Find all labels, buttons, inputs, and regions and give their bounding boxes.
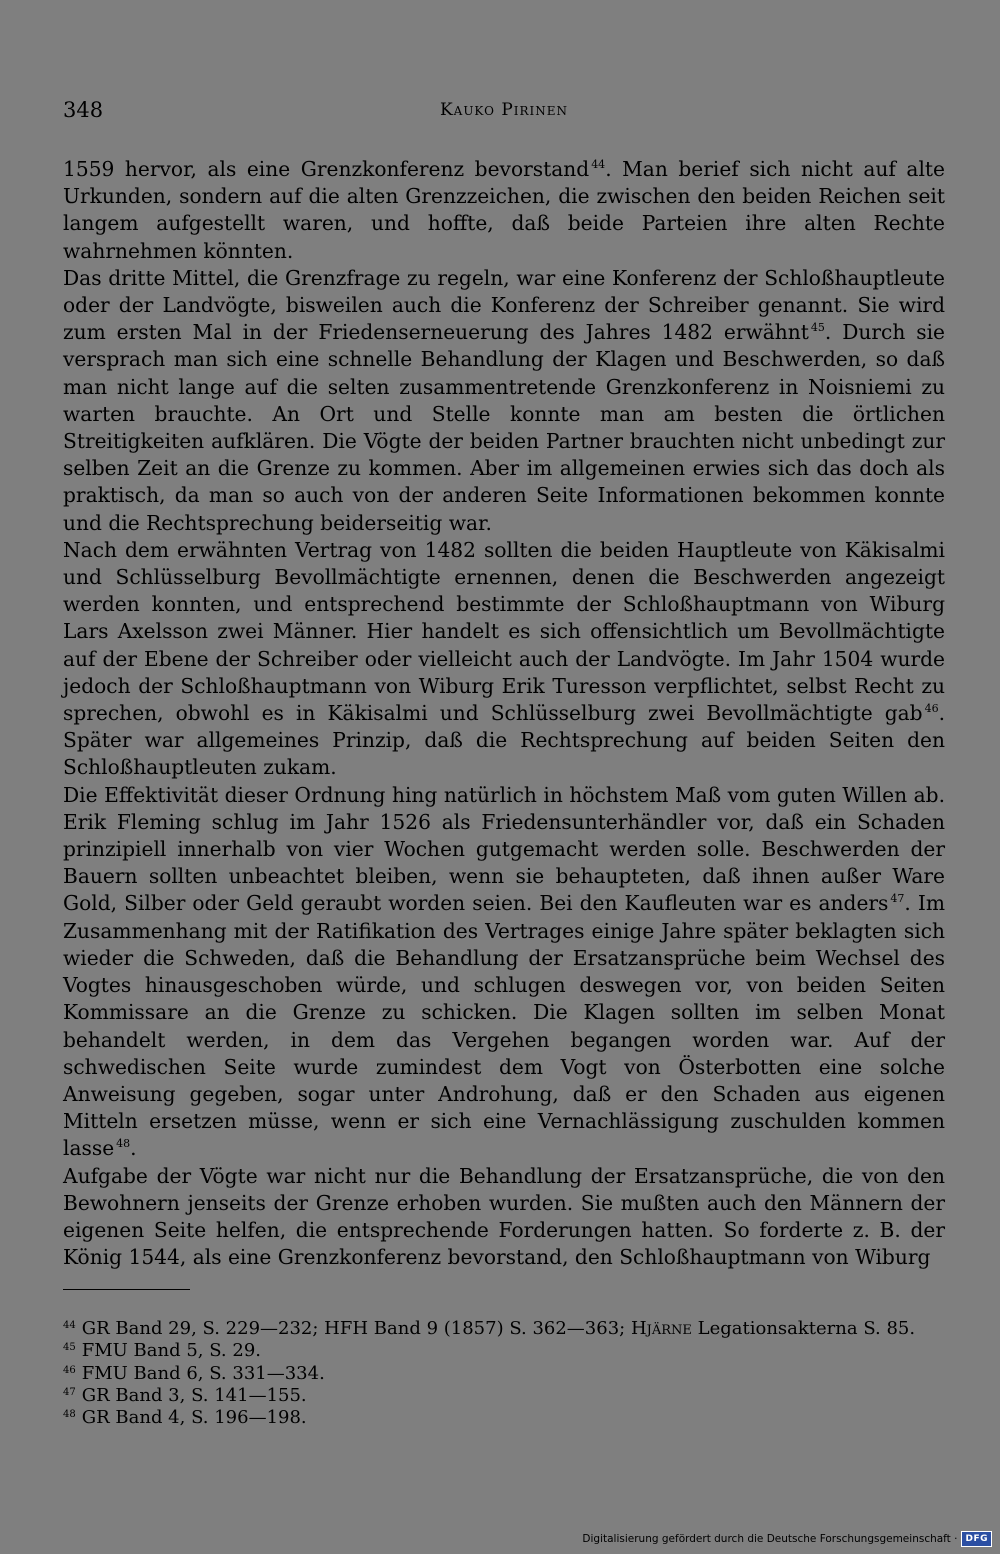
footnote-mark: 47 (63, 1386, 76, 1398)
footnote: $^{47}$ GR Band 3, S. 141—155. (63, 1384, 307, 1406)
footnote-reference[interactable]: 45 (810, 321, 825, 335)
footnote-reference[interactable]: 48 (116, 1137, 131, 1151)
footnote: $^{48}$ GR Band 4, S. 196—198. (63, 1407, 307, 1429)
footnote-reference[interactable]: 47 (890, 892, 905, 906)
page-number: 348 (63, 98, 104, 122)
dfg-logo: DFG (961, 1531, 992, 1547)
footnote: $^{45}$ FMU Band 5, S. 29. (63, 1340, 261, 1362)
author-name: Hjärne (630, 1318, 692, 1339)
footnote: $^{46}$ FMU Band 6, S. 331—334. (63, 1362, 325, 1384)
footnotes (63, 1318, 945, 1429)
page-header (63, 98, 945, 128)
paragraph: Die Effektivität dieser Ordnung hing natürlich in höchstem Maß vom guten Willen ab. Erik Fleming schlug im Jahr 1526 als Friedensunterhändler vor, daß ein Schaden prinzipiell innerhalb von vier Wochen gutgemacht werden solle. Beschwerden der Bauern sollten unbeachtet bleiben, wenn sie behaupteten, daß ihnen außer Ware Gold, Silber oder Geld geraubt worden seien. Bei den Kaufleuten war es anders $^{47}$. Im Zusammenhang mit der Ratifikation des Vertrages einige Jahre später beklagten sich wieder die Schweden, daß die Behandlung der Ersatzansprüche beim Wechsel des Vogtes hinausgeschoben würde, und schlugen deswegen vor, von beiden Seiten Kommissare an die Grenze zu schicken. Die Klagen sollten im selben Monat behandelt werden, in dem das Vergehen begangen worden war. Auf der schwedischen Seite wurde zumindest dem Vogt von Österbotten eine solche Anweisung gegeben, sogar unter Androhung, daß er den Schaden aus eigenen Mitteln ersetzen müsse, wenn er sich eine Vernachlässigung zuschulden kommen lasse $^{48}$. (63, 782, 945, 1161)
footnote: $^{44}$ GR Band 29, S. 229—232; HFH Band 9 (1857) S. 362—363; Hjärne Legationsakterna S. 85. (63, 1318, 916, 1339)
paragraph: Nach dem erwähnten Vertrag von 1482 sollten die beiden Hauptleute von Käkisalmi und Schlüsselburg Bevollmächtigte ernennen, denen die Beschwerden angezeigt werden konnten, und entsprechend bestimmte der Schloßhauptmann von Wiburg Lars Axelsson zwei Männer. Hier handelt es sich offensichtlich um Bevollmächtigte auf der Ebene der Schreiber oder vielleicht auch der Landvögte. Im Jahr 1504 wurde jedoch der Schloßhauptmann von Wiburg Erik Turesson verpflichtet, selbst Recht zu sprechen, obwohl es in Käkisalmi und Schlüsselburg zwei Bevollmächtigte gab $^{46}$. Später war allgemeines Prinzip, daß die Rechtsprechung auf beiden Seiten den Schloßhauptleuten zukam. (63, 537, 945, 780)
footnote-mark: 46 (63, 1364, 76, 1376)
footnote-divider (63, 1289, 190, 1290)
footnote-mark: 48 (63, 1409, 76, 1421)
footnote-mark: 45 (63, 1342, 76, 1354)
footnote-reference[interactable]: 44 (591, 158, 606, 171)
paragraph: Aufgabe der Vögte war nicht nur die Behandlung der Ersatzansprüche, die von den Bewohnern jenseits der Grenze erhoben wurden. Sie mußten auch den Männern der eigenen Seite helfen, die entsprechende Forderungen hatten. So forderte z. B. der König 1544, als eine Grenzkonferenz bevorstand, den Schloßhauptmann von Wiburg (63, 1163, 945, 1270)
paragraph: 1559 hervor, als eine Grenzkonferenz bevorstand $^{44}$. Man berief sich nicht auf alte Urkunden, sondern auf die alten Grenzzeichen, die zwischen den beiden Reichen seit langem aufgestellt waren, und hoffte, daß beide Parteien ihre alten Rechte wahrnehmen könnten. (63, 157, 945, 263)
body-text (63, 156, 945, 1271)
funding-notice-text: Digitalisierung gefördert durch die Deutsche Forschungsgemeinschaft · (582, 1533, 958, 1545)
funding-notice (582, 1531, 992, 1547)
running-head: Kauko Pirinen (439, 100, 569, 120)
footnote-reference[interactable]: 46 (924, 702, 939, 716)
paragraph: Das dritte Mittel, die Grenzfrage zu regeln, war eine Konferenz der Schloßhauptleute oder der Landvögte, bisweilen auch die Konferenz der Schreiber genannt. Sie wird zum ersten Mal in der Friedenserneuerung des Jahres 1482 erwähnt $^{45}$. Durch sie versprach man sich eine schnelle Behandlung der Klagen und Beschwerden, so daß man nicht lange auf die selten zusammentretende Grenzkonferenz in Noisniemi zu warten brauchte. An Ort und Stelle konnte man am besten die örtlichen Streitigkeiten aufklären. Die Vögte der beiden Partner brauchten nicht unbedingt zur selben Zeit an die Grenze zu kommen. Aber im allgemeinen erwies sich das doch als praktisch, da man so auch von der anderen Seite Informationen bekommen konnte und die Rechtsprechung beiderseitig war. (63, 265, 945, 535)
footnote-mark: 44 (63, 1320, 76, 1331)
